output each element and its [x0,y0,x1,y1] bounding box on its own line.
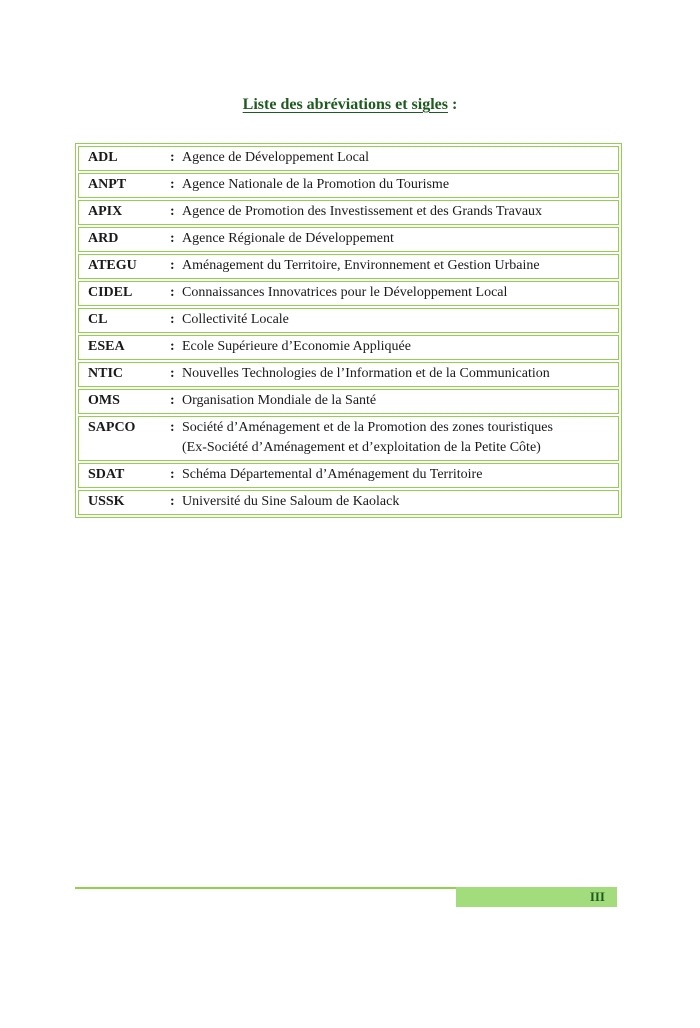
table-row [78,490,619,515]
page-number: III [589,889,605,904]
page-title-text: Liste des abréviations et sigles [242,96,448,113]
abbreviation: CIDEL [88,285,133,300]
abbreviation: OMS [88,393,120,408]
definition: Organisation Mondiale de la Santé [182,393,377,408]
definition: Agence de Développement Local [182,150,369,165]
definition: Agence Régionale de Développement [182,231,394,246]
abbreviation: ANPT [88,177,127,192]
definition [182,418,610,458]
abbreviation: ESEA [88,339,125,354]
table-row [78,281,619,306]
abbreviation: NTIC [88,366,124,381]
colon-separator: : [170,366,175,381]
colon-separator: : [170,339,175,354]
abbreviation: ATEGU [88,258,137,273]
colon-separator: : [170,258,175,273]
table-row [78,254,619,279]
footer-highlight-bar [456,887,617,907]
table-row [78,227,619,252]
table-row [78,308,619,333]
definition: Connaissances Innovatrices pour le Développement Local [182,285,508,300]
definition-line-2: (Ex-Société d’Aménagement et d’exploitation de la Petite Côte) [182,440,541,455]
abbreviation: CL [88,312,108,327]
colon-separator: : [170,231,175,246]
definition: Schéma Départemental d’Aménagement du Territoire [182,467,483,482]
table-row [78,146,619,171]
abbreviation: ADL [88,150,118,165]
table-row [78,463,619,488]
colon-separator: : [170,204,175,219]
colon-separator: : [170,285,175,300]
definition: Université du Sine Saloum de Kaolack [182,494,400,509]
colon-separator: : [170,467,175,482]
colon-separator: : [170,150,175,165]
table-row [78,335,619,360]
abbreviation: SDAT [88,467,125,482]
table-row [78,362,619,387]
table-row [78,173,619,198]
colon-separator: : [170,494,175,509]
abbreviations-table [75,143,622,518]
definition: Nouvelles Technologies de l’Information et de la Communication [182,366,550,381]
definition: Agence de Promotion des Investissement et des Grands Travaux [182,204,543,219]
colon-separator: : [170,420,175,435]
definition: Aménagement du Territoire, Environnement et Gestion Urbaine [182,258,540,273]
abbreviation: APIX [88,204,123,219]
abbreviation: SAPCO [88,420,136,435]
table-row [78,200,619,225]
abbreviation: ARD [88,231,119,246]
colon-separator: : [170,177,175,192]
table-row [78,389,619,414]
definition-line-1: Société d’Aménagement et de la Promotion des zones touristiques [182,420,553,435]
definition: Ecole Supérieure d’Economie Appliquée [182,339,411,354]
definition: Agence Nationale de la Promotion du Tourisme [182,177,450,192]
definition: Collectivité Locale [182,312,289,327]
colon-separator: : [170,393,175,408]
page-title-colon: : [448,96,458,113]
abbreviation: USSK [88,494,125,509]
table-row [78,416,619,461]
colon-separator: : [170,312,175,327]
page-title [0,96,700,114]
footer-divider-line [75,887,456,889]
